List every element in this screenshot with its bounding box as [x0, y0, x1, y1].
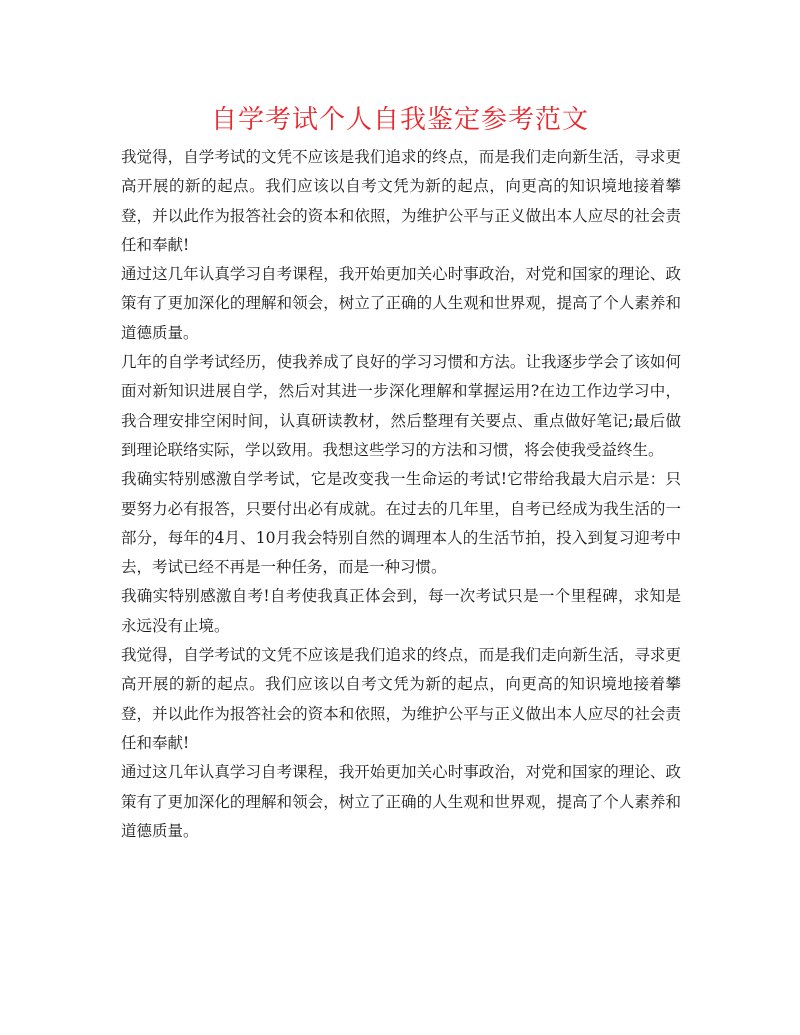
paragraph: 我觉得，自学考试的文凭不应该是我们追求的终点，而是我们走向新生活，寻求更高开展的新的起点。我们应该以自考文凭为新的起点，向更高的知识境地接着攀登，并以此作为报答社会的资本和依照，为维护公平与正义做出本人应尽的社会责任和奉献! — [121, 646, 681, 752]
document-title: 自学考试个人自我鉴定参考范文 — [210, 105, 589, 135]
paragraph: 我确实特别感激自考!自考使我真正体会到，每一次考试只是一个里程碑，求知是永远没有止境。 — [121, 587, 681, 635]
paragraph: 我确实特别感激自学考试，它是改变我一生命运的考试!它带给我最大启示是：只要努力必有报答，只要付出必有成就。在过去的几年里，自考已经成为我生活的一部分，每年的4月、10月我会特别自然的调理本人的生活节拍，投入到复习迎考中去，考试已经不再是一种任务，而是一种习惯。 — [121, 470, 681, 577]
paragraph: 几年的自学考试经历，使我养成了良好的学习习惯和方法。让我逐步学会了该如何面对新知识进展自学，然后对其进一步深化理解和掌握运用?在边工作边学习中，我合理安排空闲时间，认真研读教材，然后整理有关要点、重点做好笔记;最后做到理论联络实际，学以致用。我想这些学习的方法和习惯，将会使我受益终生。 — [121, 353, 681, 459]
document-body — [121, 143, 681, 846]
paragraph: 我觉得，自学考试的文凭不应该是我们追求的终点，而是我们走向新生活，寻求更高开展的新的起点。我们应该以自考文凭为新的起点，向更高的知识境地接着攀登，并以此作为报答社会的资本和依照，为维护公平与正义做出本人应尽的社会责任和奉献! — [121, 148, 681, 254]
paragraph: 通过这几年认真学习自考课程，我开始更加关心时事政治，对党和国家的理论、政策有了更加深化的理解和领会，树立了正确的人生观和世界观，提高了个人素养和道德质量。 — [121, 265, 681, 342]
paragraph: 通过这几年认真学习自考课程，我开始更加关心时事政治，对党和国家的理论、政策有了更加深化的理解和领会，树立了正确的人生观和世界观，提高了个人素养和道德质量。 — [121, 763, 681, 840]
